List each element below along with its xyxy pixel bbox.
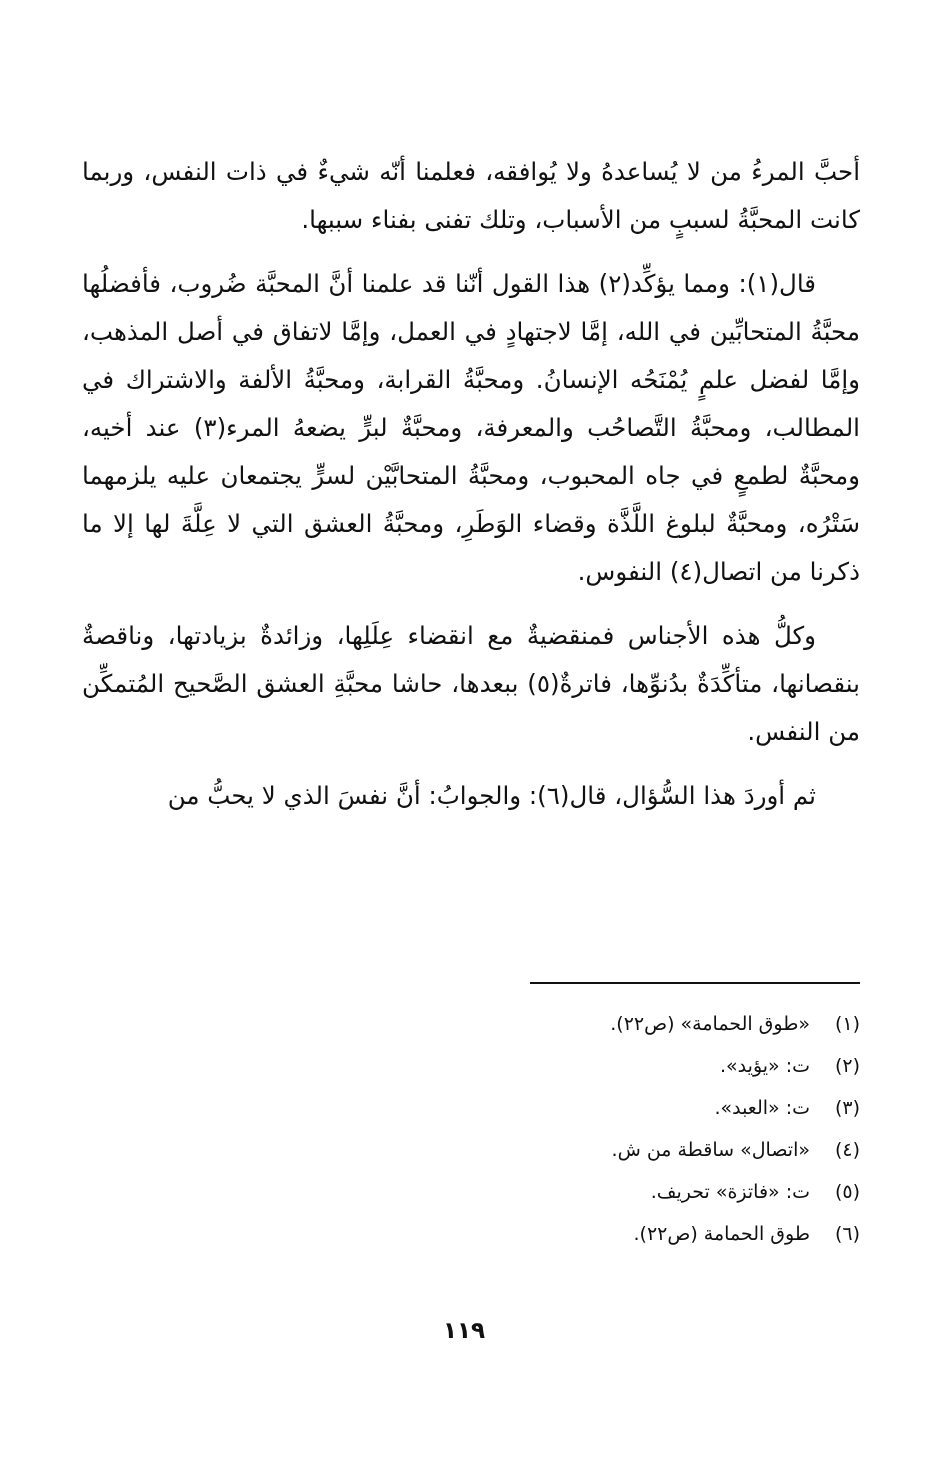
footnote-text: طوق الحمامة (ص٢٢). xyxy=(633,1223,810,1245)
footnotes xyxy=(300,1003,860,1255)
paragraph-4: ثم أوردَ هذا السُّؤال، قال(٦): والجوابُ: أنَّ نفسَ الذي لا يحبُّ من xyxy=(167,781,816,810)
footnote-item xyxy=(300,1087,860,1129)
page-number: ١١٩ xyxy=(442,1318,486,1344)
footnote-item xyxy=(300,1129,860,1171)
footnote-number: (١) xyxy=(834,1013,860,1035)
main-text xyxy=(82,148,860,836)
footnote-number: (٥) xyxy=(834,1181,860,1203)
footnote-divider xyxy=(530,982,860,984)
paragraph-1: أحبَّ المرءُ من لا يُساعدهُ ولا يُوافقه، فعلمنا أنّه شيءٌ في ذات النفس، وربما كانت المحبَّةُ لسببٍ من الأسباب، وتلك تفنى بفناء سببها. xyxy=(82,157,860,234)
footnote-item xyxy=(300,1003,860,1045)
footnote-text: «طوق الحمامة» (ص٢٢). xyxy=(610,1013,810,1035)
paragraph-2: قال(١): ومما يؤكِّد(٢) هذا القول أنّنا قد علمنا أنَّ المحبَّة ضُروب، فأفضلُها محبَّةُ المتحابِّين في الله، إمَّا لاجتهادٍ في العمل، وإمَّا لاتفاق في أصل المذهب، وإمَّا لفضل علمٍ يُمْنَحُه الإنسانُ. ومحبَّةُ القرابة، ومحبَّةُ الألفة والاشتراك في المطالب، ومحبَّةُ التَّصاحُب والمعرفة، ومحبَّةٌ لبرٍّ يضعهُ المرء(٣) عند أخيه، ومحبَّةٌ لطمعٍ في جاه المحبوب، ومحبَّةُ المتحابَّيْن لسرٍّ يجتمعان عليه يلزمهما سَتْرُه، ومحبَّةٌ لبلوغ اللَّذَّة وقضاء الوَطَرِ، ومحبَّةُ العشق التي لا عِلَّةَ لها إلا ما ذكرنا من اتصال(٤) النفوس. xyxy=(82,269,860,586)
footnote-item xyxy=(300,1171,860,1213)
footnote-item xyxy=(300,1213,860,1255)
footnote-number: (٣) xyxy=(834,1097,860,1119)
footnote-text: ت: «يؤيد». xyxy=(720,1055,810,1077)
footnote-number: (٦) xyxy=(834,1223,860,1245)
footnote-text: ت: «فاتزة» تحريف. xyxy=(650,1181,810,1203)
paragraph-3: وكلُّ هذه الأجناس فمنقضيةٌ مع انقضاء عِلَلِها، وزائدةٌ بزيادتها، وناقصةٌ بنقصانها، متأكِّدَةٌ بدُنوِّها، فاترةٌ(٥) ببعدها، حاشا محبَّةِ العشق الصَّحيح المُتمكِّن من النفس. xyxy=(82,621,860,746)
footnote-number: (٤) xyxy=(834,1139,860,1161)
footnote-text: ت: «العبد». xyxy=(714,1097,810,1119)
footnote-text: «اتصال» ساقطة من ش. xyxy=(611,1139,810,1161)
footnote-item xyxy=(300,1045,860,1087)
footnote-number: (٢) xyxy=(834,1055,860,1077)
